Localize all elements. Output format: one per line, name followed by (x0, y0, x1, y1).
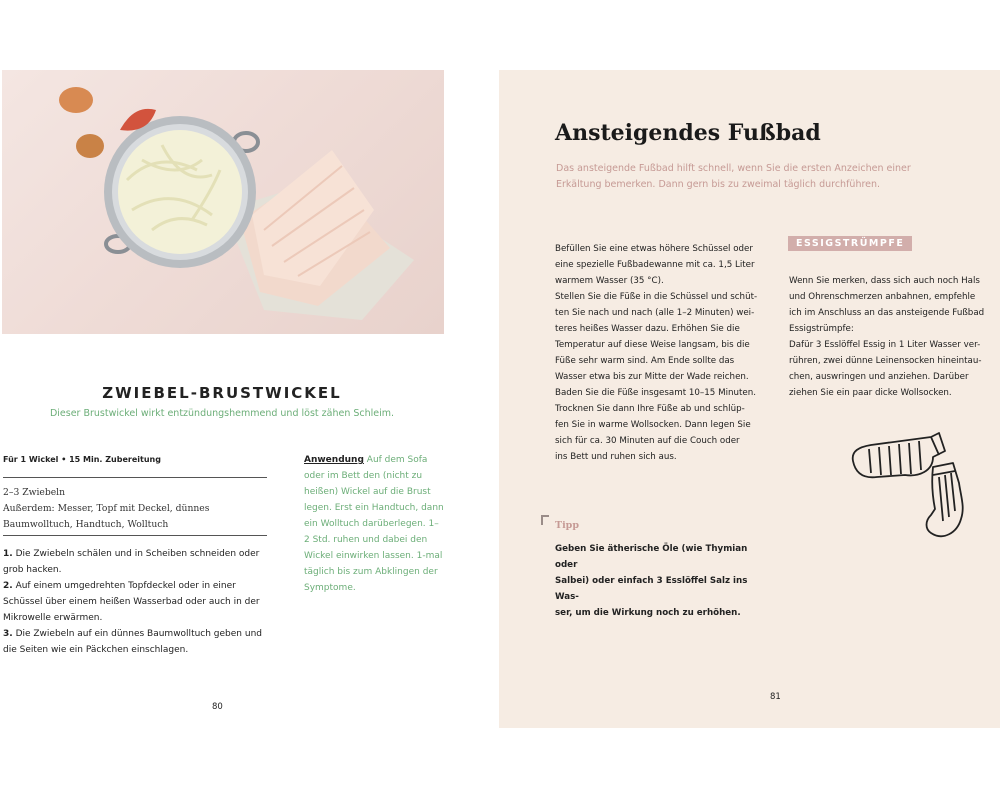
recipe-intro: Das ansteigende Fußbad hilft schnell, wenn Sie die ersten Anzeichen einer Erkältung bemerken. Dann gern bis zu zweimal täglich durchführen. (556, 163, 911, 190)
divider (3, 477, 267, 478)
text-line: Wasser etwa bis zur Mitte der Wade reichen. (555, 372, 749, 382)
recipe-title: Ansteigendes Fußbad (555, 120, 821, 146)
ingredients-list (3, 485, 268, 533)
text-line: chen, auswringen und anziehen. Darüber (789, 372, 969, 382)
text-line: ten Sie nach und nach (alle 1–2 Minuten) wei- (555, 308, 755, 318)
onion-pot-illustration (2, 70, 444, 334)
right-page (499, 70, 1000, 728)
application-keyword: Anwendung (304, 455, 364, 465)
text-line: und Ohrenschmerzen anbahnen, empfehle (789, 292, 976, 302)
text-line: Dafür 3 Esslöffel Essig in 1 Liter Wasser ver- (789, 340, 981, 350)
text-line: rühren, zwei dünne Leinensocken hineintau- (789, 356, 982, 366)
text-line: ins Bett und ruhen sich aus. (555, 452, 677, 462)
application-note (304, 452, 444, 596)
text-line: Baden Sie die Füße insgesamt 10–15 Minuten. (555, 388, 757, 398)
section-badge: ESSIGSTRÜMPFE (788, 236, 912, 251)
recipe-subtitle: Dieser Brustwickel wirkt entzündungshemmend und löst zähen Schleim. (49, 408, 395, 419)
recipe-title: ZWIEBEL-BRUSTWICKEL (102, 384, 342, 402)
text-line: Geben Sie ätherische Öle (wie Thymian oder (555, 544, 748, 570)
ingredient-item: Außerdem: Messer, Topf mit Deckel, dünnes Baumwolltuch, Handtuch, Wolltuch (3, 503, 210, 530)
ingredient-item: 2–3 Zwiebeln (3, 487, 66, 498)
text-line: fen Sie in warme Wollsocken. Dann legen Sie (555, 420, 751, 430)
step-item: 3. Die Zwiebeln auf ein dünnes Baumwolltuch geben und die Seiten wie ein Päckchen einschlagen. (3, 629, 262, 655)
text-line: Essigstrümpfe: (789, 324, 854, 334)
text-line: eine spezielle Fußbadewanne mit ca. 1,5 Liter (555, 260, 755, 270)
text-line: warmem Wasser (35 °C). (555, 276, 664, 286)
text-line: ich im Anschluss an das ansteigende Fußbad (789, 308, 985, 318)
tip-label: Tipp (555, 520, 579, 531)
application-text: Auf dem Sofa oder im Bett den (nicht zu heißen) Wickel auf die Brust legen. Erst ein Handtuch, dann ein Wolltuch darüberlegen. 1–2 Std. ruhen und dabei den Wickel einwirken lassen. 1-mal täglich bis zum Abklingen der Symptome. (304, 455, 444, 593)
text-line: Salbei) oder einfach 3 Esslöffel Salz ins Was- (555, 576, 748, 602)
onion (59, 87, 93, 113)
text-line: Füße sehr warm sind. Am Ende sollte das (555, 356, 735, 366)
onion (76, 134, 104, 158)
text-line: ziehen Sie ein paar dicke Wollsocken. (789, 388, 952, 398)
page-number: 80 (212, 702, 223, 712)
text-line: Stellen Sie die Füße in die Schüssel und schüt- (555, 292, 758, 302)
page-number: 81 (770, 692, 781, 702)
vinegar-socks-text (789, 273, 999, 401)
instructions-body (555, 241, 770, 465)
step-item: 2. Auf einem umgedrehten Topfdeckel oder in einer Schüssel über einem heißen Wasserbad oder auch in der Mikrowelle erwärmen. (3, 581, 260, 623)
text-line: Trocknen Sie dann Ihre Füße ab und schlüp- (555, 404, 745, 414)
tip-text (555, 541, 770, 621)
text-line: Befüllen Sie eine etwas höhere Schüssel oder (555, 244, 753, 254)
recipe-meta: Für 1 Wickel • 15 Min. Zubereitung (3, 455, 161, 464)
socks-icon (847, 425, 977, 555)
onion-pot-photo (2, 70, 444, 334)
tip-bracket (541, 515, 549, 525)
divider (3, 535, 267, 536)
steps-list (3, 546, 268, 658)
text-line: ser, um die Wirkung noch zu erhöhen. (555, 608, 741, 618)
onion-slices (118, 130, 242, 254)
text-line: Wenn Sie merken, dass sich auch noch Hals (789, 276, 980, 286)
text-line: sich für ca. 30 Minuten auf die Couch oder (555, 436, 740, 446)
text-line: teres heißes Wasser dazu. Erhöhen Sie die (555, 324, 740, 334)
text-line: Temperatur auf diese Weise langsam, bis die (555, 340, 750, 350)
step-item: 1. Die Zwiebeln schälen und in Scheiben schneiden oder grob hacken. (3, 549, 260, 575)
